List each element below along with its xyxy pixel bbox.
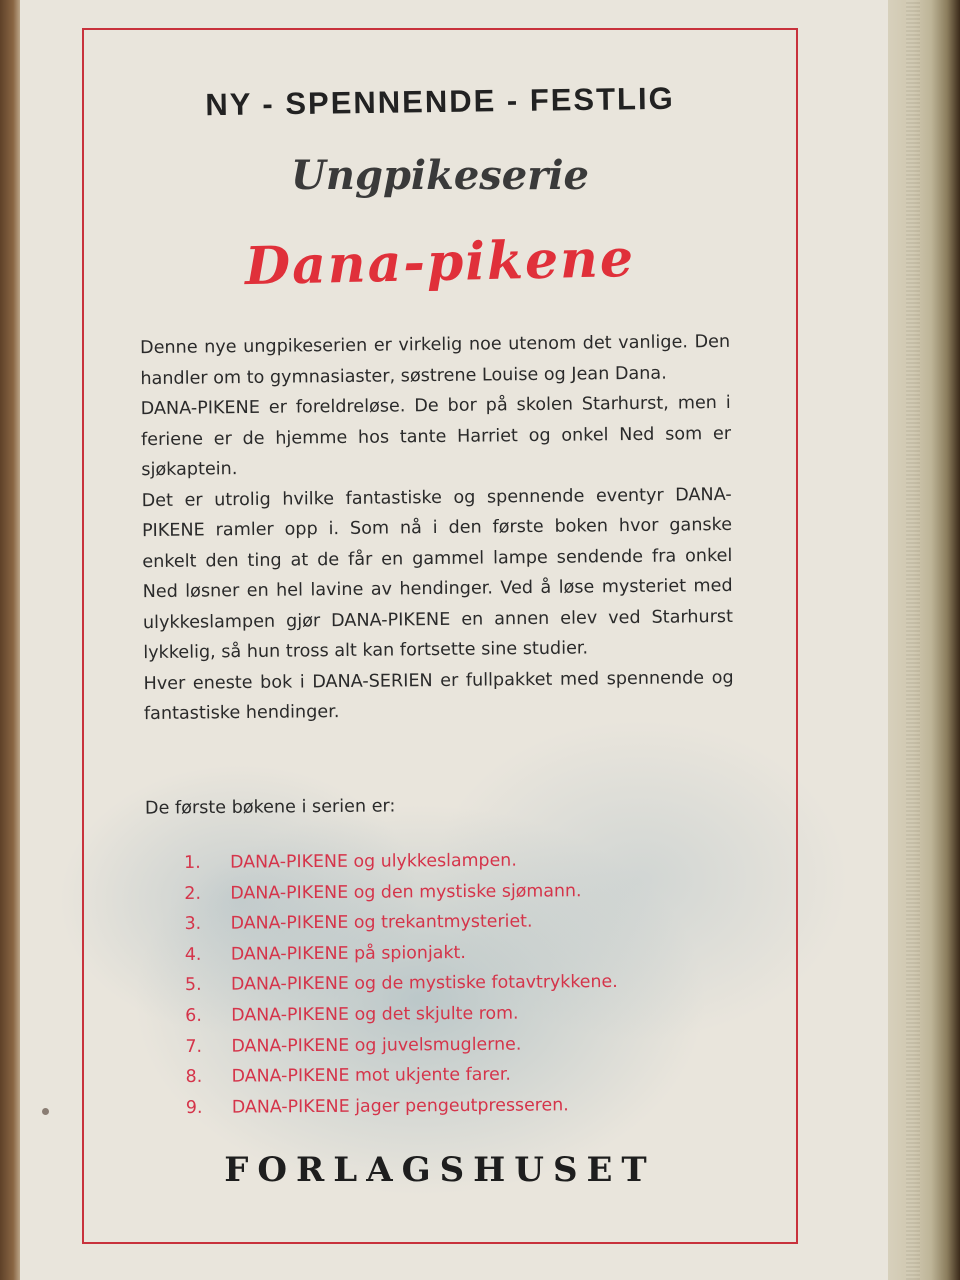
cover-headline: NY - SPENNENDE - FESTLIG	[205, 80, 675, 123]
book-title: DANA-PIKENE og ulykkeslampen.	[230, 850, 517, 873]
book-title: DANA-PIKENE og det skjulte rom.	[231, 1003, 519, 1026]
book-number: 4.	[184, 944, 202, 965]
list-item	[184, 875, 744, 910]
book-spine-edge	[888, 0, 960, 1280]
book-title: DANA-PIKENE og den mystiske sjømann.	[230, 880, 582, 904]
description-paragraph: Hver eneste bok i DANA-SERIEN er fullpakket med spennende og fantastiske hendinger.	[143, 667, 734, 725]
book-title: DANA-PIKENE jager pengeutpresseren.	[231, 1095, 569, 1118]
list-item	[186, 1089, 746, 1124]
book-number: 3.	[184, 914, 202, 935]
book-number: 5.	[184, 975, 202, 996]
description-paragraph: Denne nye ungpikeserien er virkelig noe utenom det vanlige. Den handler om to gymnasiaster, søstrene Louise og Jean Dana.	[139, 331, 731, 389]
list-item	[185, 966, 745, 1001]
book-number: 1.	[184, 852, 201, 873]
book-title: DANA-PIKENE og juvelsmuglerne.	[231, 1034, 522, 1057]
series-title: Dana-pikene	[244, 227, 636, 298]
book-title: DANA-PIKENE og de mystiske fotavtrykkene.	[230, 972, 618, 996]
book-number: 9.	[185, 1097, 203, 1118]
wear-spot	[42, 1108, 49, 1115]
description-paragraph: DANA-PIKENE er foreldreløse. De bor på skolen Starhurst, men i feriene er de hjemme hos tante Harriet og onkel Ned som er sjøkaptein.	[140, 392, 732, 481]
list-item	[185, 997, 745, 1032]
book-list-intro: De første bøkene i serien er:	[144, 796, 396, 819]
book-number: 2.	[184, 883, 202, 904]
book-title: DANA-PIKENE på spionjakt.	[230, 942, 466, 965]
list-item	[186, 1058, 746, 1093]
book-title: DANA-PIKENE og trekantmysteriet.	[230, 911, 533, 934]
book-title: DANA-PIKENE mot ukjente farer.	[231, 1064, 511, 1087]
list-item	[185, 936, 745, 971]
book-number: 6.	[185, 1005, 202, 1026]
description-text	[140, 327, 734, 730]
book-number: 8.	[185, 1066, 203, 1088]
list-item	[185, 1028, 745, 1063]
cover-subtitle: Ungpikeserie	[291, 152, 589, 199]
publisher-name: FORLAGSHUSET	[224, 1150, 656, 1190]
description-paragraph: Det er utrolig hvilke fantastiske og spennende eventyr DANA-PIKENE ramler opp i. Som nå i den første boken hvor ganske enkelt den ting at de får en gammel lampe sendende fra onkel Ned løsner en hel lavine av hendinger. Ved å løse mysteriet med ulykkeslampen gjør DANA-PIKENE en annen elev ved Starhurst lykkelig, så hun tross alt kan fortsette sine studier.	[141, 484, 734, 664]
table-surface-left	[0, 0, 22, 1280]
book-list	[184, 844, 746, 1123]
list-item	[184, 844, 744, 879]
list-item	[184, 905, 744, 940]
book-number: 7.	[185, 1036, 203, 1057]
